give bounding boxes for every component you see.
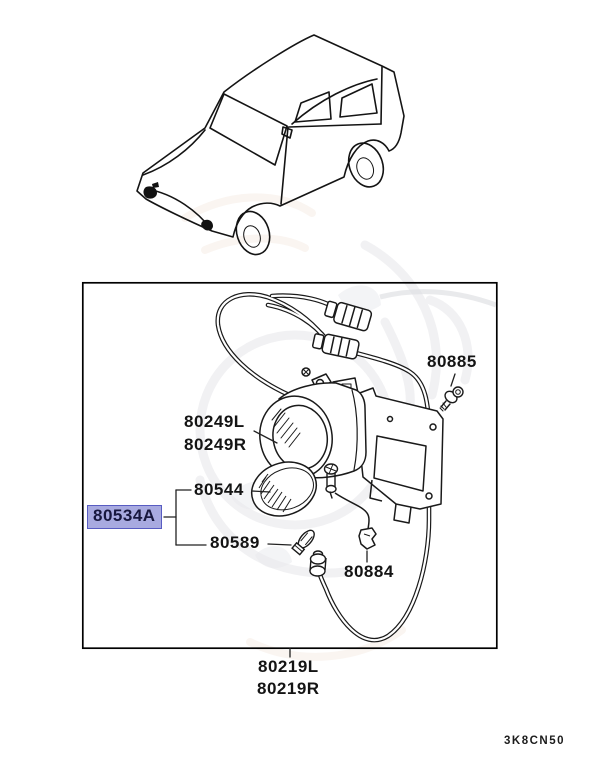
mounting-bracket-drawing: [357, 388, 443, 523]
socket-drawing: [310, 551, 326, 576]
part-label-80589[interactable]: 80589: [210, 533, 260, 552]
part-label-80534A-highlighted[interactable]: 80534A: [87, 505, 162, 529]
part-label-80544[interactable]: 80544: [194, 480, 244, 499]
part-label-80249R[interactable]: 80249R: [184, 435, 247, 454]
vehicle-illustration: [137, 35, 404, 259]
part-label-80885[interactable]: 80885: [427, 352, 477, 371]
harness-connector-drawings: [312, 299, 373, 360]
bolt-80885-drawing: [440, 387, 463, 411]
bulb-drawing: [292, 528, 317, 555]
part-label-80219L[interactable]: 80219L: [258, 657, 319, 676]
part-label-80219R[interactable]: 80219R: [257, 679, 320, 698]
sheet-code: 3K8CN50: [504, 735, 565, 747]
part-label-80884[interactable]: 80884: [344, 562, 394, 581]
part-label-80249L[interactable]: 80249L: [184, 412, 245, 431]
